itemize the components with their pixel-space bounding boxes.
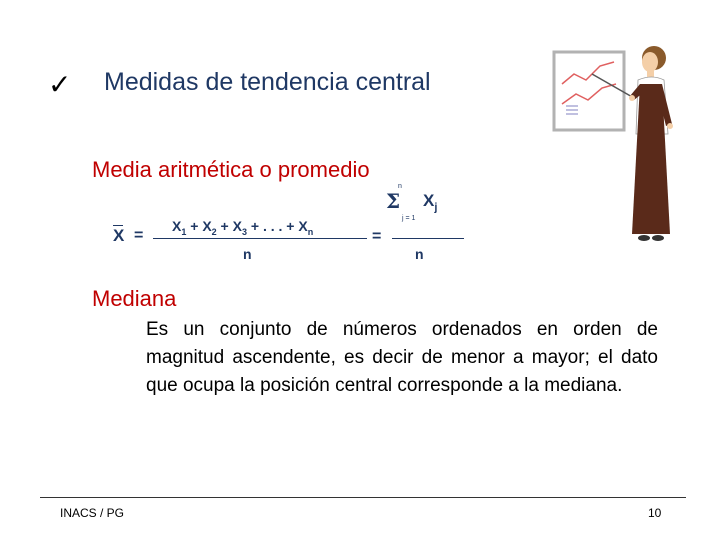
equals-sign: = — [372, 228, 382, 245]
overbar — [113, 225, 123, 226]
checkmark-icon: ✓ — [48, 68, 72, 101]
formula-numerator: $X_1 + X_2 + X_3$ + . . . + $X_n$ — [172, 218, 314, 237]
median-heading: Mediana — [92, 286, 177, 311]
formula-denominator: n — [243, 246, 252, 262]
footer-divider — [40, 497, 686, 498]
footer-label: INACS / PG — [60, 506, 125, 520]
sum-term: $X_j$ — [423, 191, 438, 214]
page-number: 10 — [648, 506, 662, 520]
teacher-presenting-board-icon — [552, 44, 682, 249]
sum-upper-limit: n — [398, 183, 402, 190]
sigma-icon: Σ — [386, 189, 401, 213]
equals-sign: = — [134, 227, 144, 244]
mean-heading: Media aritmética o promedio — [92, 157, 370, 182]
slide-title: Medidas de tendencia central — [104, 68, 431, 96]
sum-lower-limit: j = 1 — [402, 215, 416, 222]
sum-denominator: n — [415, 246, 424, 262]
median-definition: Es un conjunto de números ordenados en orden de magnitud ascendente, es decir de menor a mayor; el dato que ocupa la posición central corresponde a la mediana. — [146, 319, 658, 396]
fraction-line — [153, 238, 367, 239]
mean-symbol: X — [113, 226, 125, 245]
fraction-line — [392, 238, 464, 239]
